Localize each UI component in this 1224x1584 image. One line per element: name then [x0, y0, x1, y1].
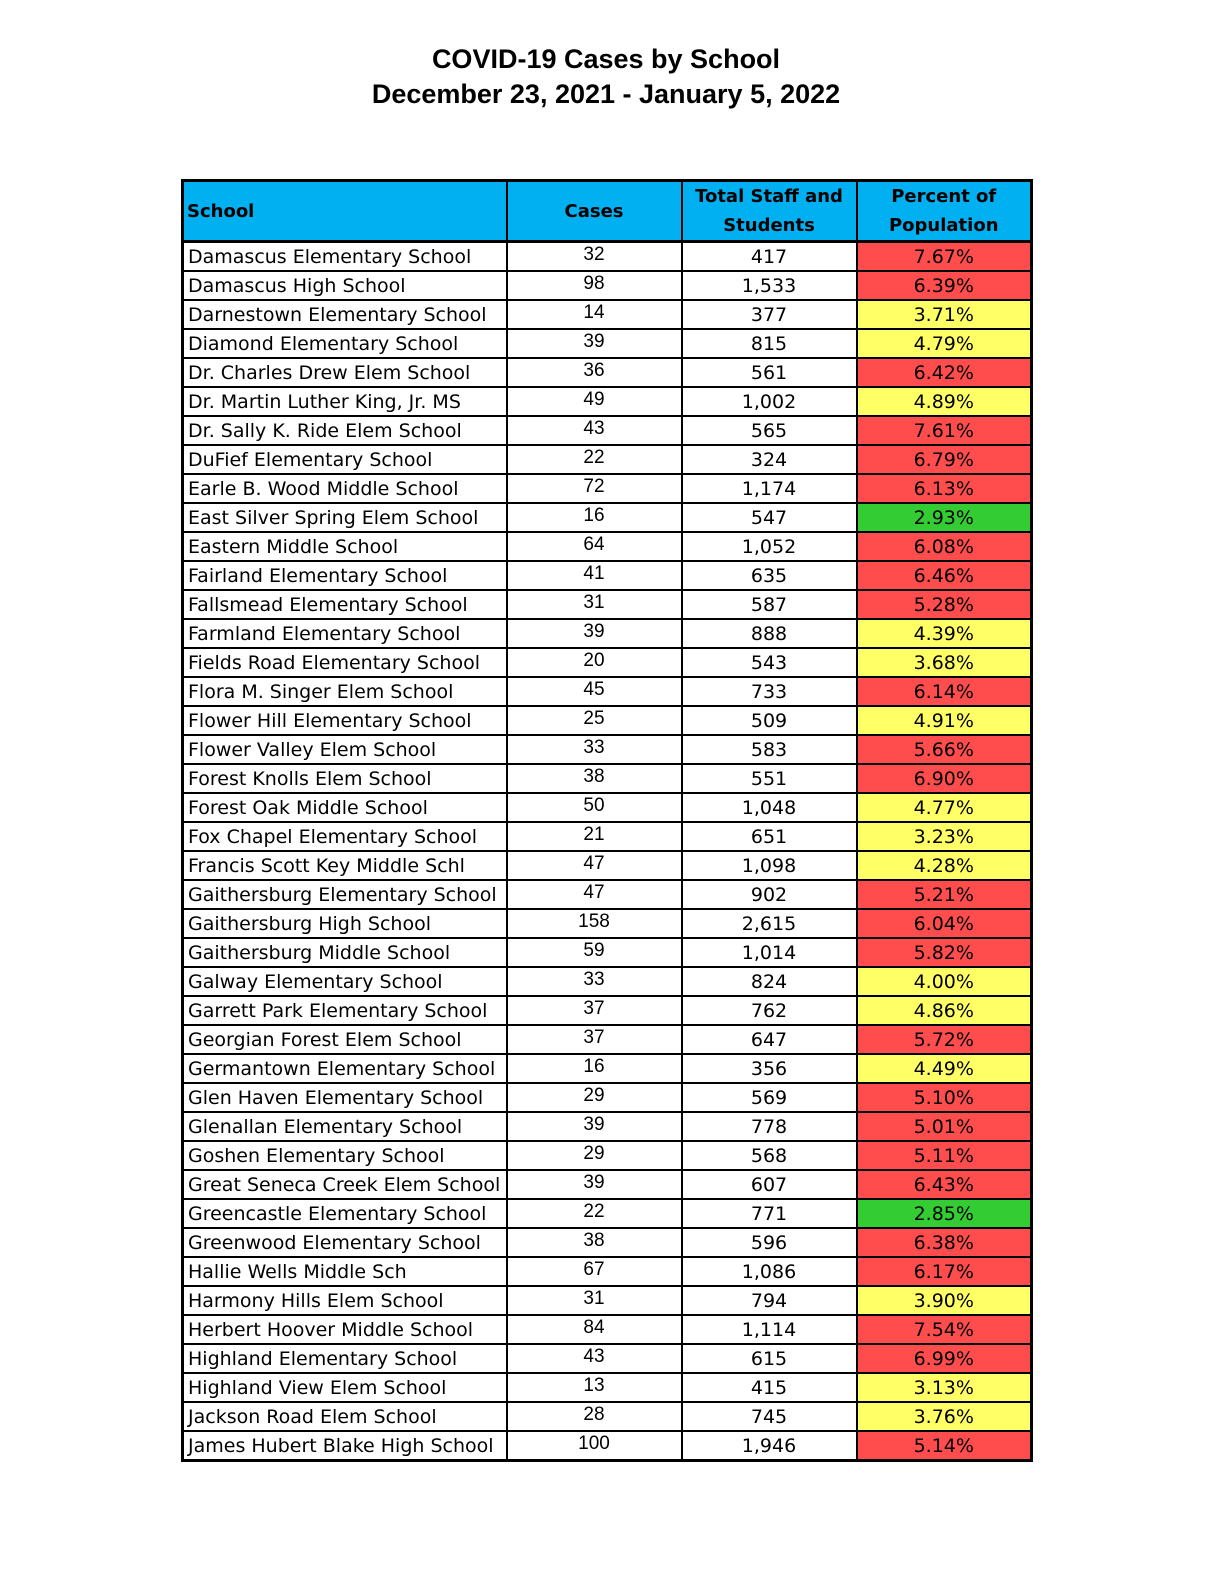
percent-population-cell: 4.89%: [857, 387, 1032, 416]
percent-population-cell: 6.13%: [857, 474, 1032, 503]
school-name-cell: Herbert Hoover Middle School: [183, 1315, 507, 1344]
table-row: [183, 967, 1032, 996]
total-population-cell: 778: [682, 1112, 857, 1141]
total-population-cell: 509: [682, 706, 857, 735]
total-population-cell: 377: [682, 300, 857, 329]
cases-cell: 84: [507, 1315, 682, 1344]
school-name-cell: Glenallan Elementary School: [183, 1112, 507, 1141]
cases-cell: 72: [507, 474, 682, 503]
table-row: [183, 1344, 1032, 1373]
total-population-cell: 568: [682, 1141, 857, 1170]
table-row: [183, 793, 1032, 822]
cases-cell: 43: [507, 416, 682, 445]
cases-cell: 98: [507, 271, 682, 300]
table-row: [183, 1199, 1032, 1228]
table-row: [183, 1286, 1032, 1315]
cases-table: [181, 179, 1033, 1462]
cases-cell: 31: [507, 1286, 682, 1315]
total-population-cell: 551: [682, 764, 857, 793]
school-name-cell: James Hubert Blake High School: [183, 1431, 507, 1461]
table-body: [183, 242, 1032, 1461]
percent-population-cell: 6.14%: [857, 677, 1032, 706]
total-population-cell: 547: [682, 503, 857, 532]
total-population-cell: 1,086: [682, 1257, 857, 1286]
total-population-cell: 635: [682, 561, 857, 590]
cases-cell: 16: [507, 503, 682, 532]
table-row: [183, 1373, 1032, 1402]
table-row: [183, 1431, 1032, 1461]
cases-cell: 39: [507, 329, 682, 358]
total-population-cell: 888: [682, 619, 857, 648]
school-name-cell: Dr. Sally K. Ride Elem School: [183, 416, 507, 445]
school-name-cell: Greenwood Elementary School: [183, 1228, 507, 1257]
school-name-cell: Hallie Wells Middle Sch: [183, 1257, 507, 1286]
header-total-line-2: Students: [723, 215, 815, 236]
total-population-cell: 417: [682, 242, 857, 272]
percent-population-cell: 5.10%: [857, 1083, 1032, 1112]
school-name-cell: Harmony Hills Elem School: [183, 1286, 507, 1315]
table-row: [183, 503, 1032, 532]
total-population-cell: 1,098: [682, 851, 857, 880]
cases-cell: 33: [507, 967, 682, 996]
total-population-cell: 565: [682, 416, 857, 445]
table-row: [183, 242, 1032, 272]
cases-cell: 37: [507, 1025, 682, 1054]
school-name-cell: Flower Valley Elem School: [183, 735, 507, 764]
header-percent-line-2: Population: [888, 215, 999, 236]
total-population-cell: 1,174: [682, 474, 857, 503]
total-population-cell: 324: [682, 445, 857, 474]
school-name-cell: Fairland Elementary School: [183, 561, 507, 590]
total-population-cell: 2,615: [682, 909, 857, 938]
school-name-cell: Farmland Elementary School: [183, 619, 507, 648]
table-row: [183, 329, 1032, 358]
school-name-cell: Great Seneca Creek Elem School: [183, 1170, 507, 1199]
total-population-cell: 733: [682, 677, 857, 706]
total-population-cell: 815: [682, 329, 857, 358]
table-row: [183, 561, 1032, 590]
school-name-cell: Gaithersburg High School: [183, 909, 507, 938]
school-name-cell: Highland View Elem School: [183, 1373, 507, 1402]
percent-population-cell: 4.79%: [857, 329, 1032, 358]
table-row: [183, 1170, 1032, 1199]
table-row: [183, 851, 1032, 880]
total-population-cell: 1,002: [682, 387, 857, 416]
percent-population-cell: 7.61%: [857, 416, 1032, 445]
table-row: [183, 996, 1032, 1025]
total-population-cell: 543: [682, 648, 857, 677]
percent-population-cell: 4.91%: [857, 706, 1032, 735]
percent-population-cell: 3.90%: [857, 1286, 1032, 1315]
percent-population-cell: 6.46%: [857, 561, 1032, 590]
percent-population-cell: 6.99%: [857, 1344, 1032, 1373]
total-population-cell: 356: [682, 1054, 857, 1083]
cases-cell: 38: [507, 1228, 682, 1257]
total-population-cell: 647: [682, 1025, 857, 1054]
table-row: [183, 300, 1032, 329]
total-population-cell: 771: [682, 1199, 857, 1228]
school-name-cell: Gaithersburg Middle School: [183, 938, 507, 967]
total-population-cell: 607: [682, 1170, 857, 1199]
percent-population-cell: 4.00%: [857, 967, 1032, 996]
school-name-cell: Flower Hill Elementary School: [183, 706, 507, 735]
table-row: [183, 532, 1032, 561]
percent-population-cell: 6.42%: [857, 358, 1032, 387]
percent-population-cell: 5.21%: [857, 880, 1032, 909]
percent-population-cell: 4.49%: [857, 1054, 1032, 1083]
table-row: [183, 271, 1032, 300]
table-row: [183, 590, 1032, 619]
school-name-cell: Forest Oak Middle School: [183, 793, 507, 822]
cases-cell: 36: [507, 358, 682, 387]
header-school: School: [183, 181, 507, 242]
total-population-cell: 587: [682, 590, 857, 619]
table-row: [183, 1315, 1032, 1344]
title-line-1: COVID-19 Cases by School: [431, 44, 781, 74]
table-row: [183, 619, 1032, 648]
percent-population-cell: 3.68%: [857, 648, 1032, 677]
school-name-cell: Eastern Middle School: [183, 532, 507, 561]
header-cases: Cases: [507, 181, 682, 242]
cases-cell: 49: [507, 387, 682, 416]
cases-cell: 32: [507, 242, 682, 272]
percent-population-cell: 2.85%: [857, 1199, 1032, 1228]
table-row: [183, 1141, 1032, 1170]
cases-cell: 20: [507, 648, 682, 677]
table-row: [183, 648, 1032, 677]
cases-cell: 29: [507, 1141, 682, 1170]
school-name-cell: Fields Road Elementary School: [183, 648, 507, 677]
percent-population-cell: 4.77%: [857, 793, 1032, 822]
school-name-cell: Germantown Elementary School: [183, 1054, 507, 1083]
school-name-cell: Goshen Elementary School: [183, 1141, 507, 1170]
total-population-cell: 561: [682, 358, 857, 387]
table-row: [183, 677, 1032, 706]
school-name-cell: Fox Chapel Elementary School: [183, 822, 507, 851]
table-row: [183, 706, 1032, 735]
percent-population-cell: 6.39%: [857, 271, 1032, 300]
total-population-cell: 583: [682, 735, 857, 764]
cases-cell: 67: [507, 1257, 682, 1286]
percent-population-cell: 3.76%: [857, 1402, 1032, 1431]
total-population-cell: 745: [682, 1402, 857, 1431]
table-row: [183, 1083, 1032, 1112]
school-name-cell: Francis Scott Key Middle Schl: [183, 851, 507, 880]
percent-population-cell: 5.72%: [857, 1025, 1032, 1054]
percent-population-cell: 3.71%: [857, 300, 1032, 329]
school-name-cell: Jackson Road Elem School: [183, 1402, 507, 1431]
school-name-cell: Galway Elementary School: [183, 967, 507, 996]
cases-cell: 28: [507, 1402, 682, 1431]
percent-population-cell: 3.13%: [857, 1373, 1032, 1402]
total-population-cell: 902: [682, 880, 857, 909]
school-name-cell: Earle B. Wood Middle School: [183, 474, 507, 503]
table-row: [183, 735, 1032, 764]
percent-population-cell: 5.66%: [857, 735, 1032, 764]
table-header-row: [183, 181, 1032, 242]
table-row: [183, 1257, 1032, 1286]
total-population-cell: 615: [682, 1344, 857, 1373]
total-population-cell: 1,533: [682, 271, 857, 300]
school-name-cell: Highland Elementary School: [183, 1344, 507, 1373]
percent-population-cell: 7.54%: [857, 1315, 1032, 1344]
cases-cell: 45: [507, 677, 682, 706]
table-row: [183, 1025, 1032, 1054]
percent-population-cell: 5.82%: [857, 938, 1032, 967]
table-row: [183, 938, 1032, 967]
table-row: [183, 445, 1032, 474]
cases-cell: 64: [507, 532, 682, 561]
cases-cell: 13: [507, 1373, 682, 1402]
total-population-cell: 1,946: [682, 1431, 857, 1461]
school-name-cell: Damascus High School: [183, 271, 507, 300]
cases-cell: 16: [507, 1054, 682, 1083]
percent-population-cell: 6.90%: [857, 764, 1032, 793]
percent-population-cell: 4.28%: [857, 851, 1032, 880]
school-name-cell: Georgian Forest Elem School: [183, 1025, 507, 1054]
percent-population-cell: 6.38%: [857, 1228, 1032, 1257]
header-total: [682, 181, 857, 242]
percent-population-cell: 3.23%: [857, 822, 1032, 851]
percent-population-cell: 5.14%: [857, 1431, 1032, 1461]
table-row: [183, 474, 1032, 503]
title-line-2: December 23, 2021 - January 5, 2022: [371, 79, 841, 109]
table-row: [183, 387, 1032, 416]
school-name-cell: Dr. Martin Luther King, Jr. MS: [183, 387, 507, 416]
total-population-cell: 824: [682, 967, 857, 996]
cases-cell: 43: [507, 1344, 682, 1373]
table-row: [183, 416, 1032, 445]
table-row: [183, 764, 1032, 793]
table-row: [183, 880, 1032, 909]
total-population-cell: 1,048: [682, 793, 857, 822]
school-name-cell: Fallsmead Elementary School: [183, 590, 507, 619]
percent-population-cell: 2.93%: [857, 503, 1032, 532]
percent-population-cell: 6.79%: [857, 445, 1032, 474]
table-row: [183, 1112, 1032, 1141]
total-population-cell: 762: [682, 996, 857, 1025]
table-row: [183, 1402, 1032, 1431]
percent-population-cell: 6.17%: [857, 1257, 1032, 1286]
school-name-cell: East Silver Spring Elem School: [183, 503, 507, 532]
cases-cell: 22: [507, 1199, 682, 1228]
total-population-cell: 1,014: [682, 938, 857, 967]
total-population-cell: 415: [682, 1373, 857, 1402]
total-population-cell: 596: [682, 1228, 857, 1257]
header-total-line-1: Total Staff and: [695, 186, 843, 207]
school-name-cell: Flora M. Singer Elem School: [183, 677, 507, 706]
percent-population-cell: 6.08%: [857, 532, 1032, 561]
page-title: [0, 42, 1212, 112]
header-percent: [857, 181, 1032, 242]
cases-cell: 21: [507, 822, 682, 851]
table-row: [183, 1054, 1032, 1083]
cases-cell: 22: [507, 445, 682, 474]
table-row: [183, 1228, 1032, 1257]
cases-cell: 39: [507, 1170, 682, 1199]
percent-population-cell: 5.28%: [857, 590, 1032, 619]
percent-population-cell: 4.39%: [857, 619, 1032, 648]
cases-cell: 47: [507, 880, 682, 909]
total-population-cell: 569: [682, 1083, 857, 1112]
percent-population-cell: 5.01%: [857, 1112, 1032, 1141]
school-name-cell: Greencastle Elementary School: [183, 1199, 507, 1228]
school-name-cell: Gaithersburg Elementary School: [183, 880, 507, 909]
total-population-cell: 794: [682, 1286, 857, 1315]
cases-cell: 33: [507, 735, 682, 764]
school-name-cell: DuFief Elementary School: [183, 445, 507, 474]
table-row: [183, 909, 1032, 938]
header-percent-line-1: Percent of: [891, 186, 997, 207]
cases-cell: 25: [507, 706, 682, 735]
school-name-cell: Glen Haven Elementary School: [183, 1083, 507, 1112]
percent-population-cell: 6.43%: [857, 1170, 1032, 1199]
cases-cell: 37: [507, 996, 682, 1025]
cases-cell: 31: [507, 590, 682, 619]
cases-cell: 38: [507, 764, 682, 793]
cases-cell: 59: [507, 938, 682, 967]
school-name-cell: Garrett Park Elementary School: [183, 996, 507, 1025]
school-name-cell: Damascus Elementary School: [183, 242, 507, 272]
total-population-cell: 651: [682, 822, 857, 851]
school-name-cell: Dr. Charles Drew Elem School: [183, 358, 507, 387]
cases-cell: 100: [507, 1431, 682, 1461]
cases-cell: 29: [507, 1083, 682, 1112]
school-name-cell: Forest Knolls Elem School: [183, 764, 507, 793]
cases-cell: 39: [507, 1112, 682, 1141]
total-population-cell: 1,052: [682, 532, 857, 561]
total-population-cell: 1,114: [682, 1315, 857, 1344]
cases-cell: 47: [507, 851, 682, 880]
percent-population-cell: 5.11%: [857, 1141, 1032, 1170]
percent-population-cell: 6.04%: [857, 909, 1032, 938]
cases-cell: 158: [507, 909, 682, 938]
school-name-cell: Darnestown Elementary School: [183, 300, 507, 329]
cases-cell: 14: [507, 300, 682, 329]
cases-cell: 41: [507, 561, 682, 590]
table-row: [183, 358, 1032, 387]
cases-cell: 39: [507, 619, 682, 648]
percent-population-cell: 7.67%: [857, 242, 1032, 272]
cases-cell: 50: [507, 793, 682, 822]
school-name-cell: Diamond Elementary School: [183, 329, 507, 358]
percent-population-cell: 4.86%: [857, 996, 1032, 1025]
table-row: [183, 822, 1032, 851]
